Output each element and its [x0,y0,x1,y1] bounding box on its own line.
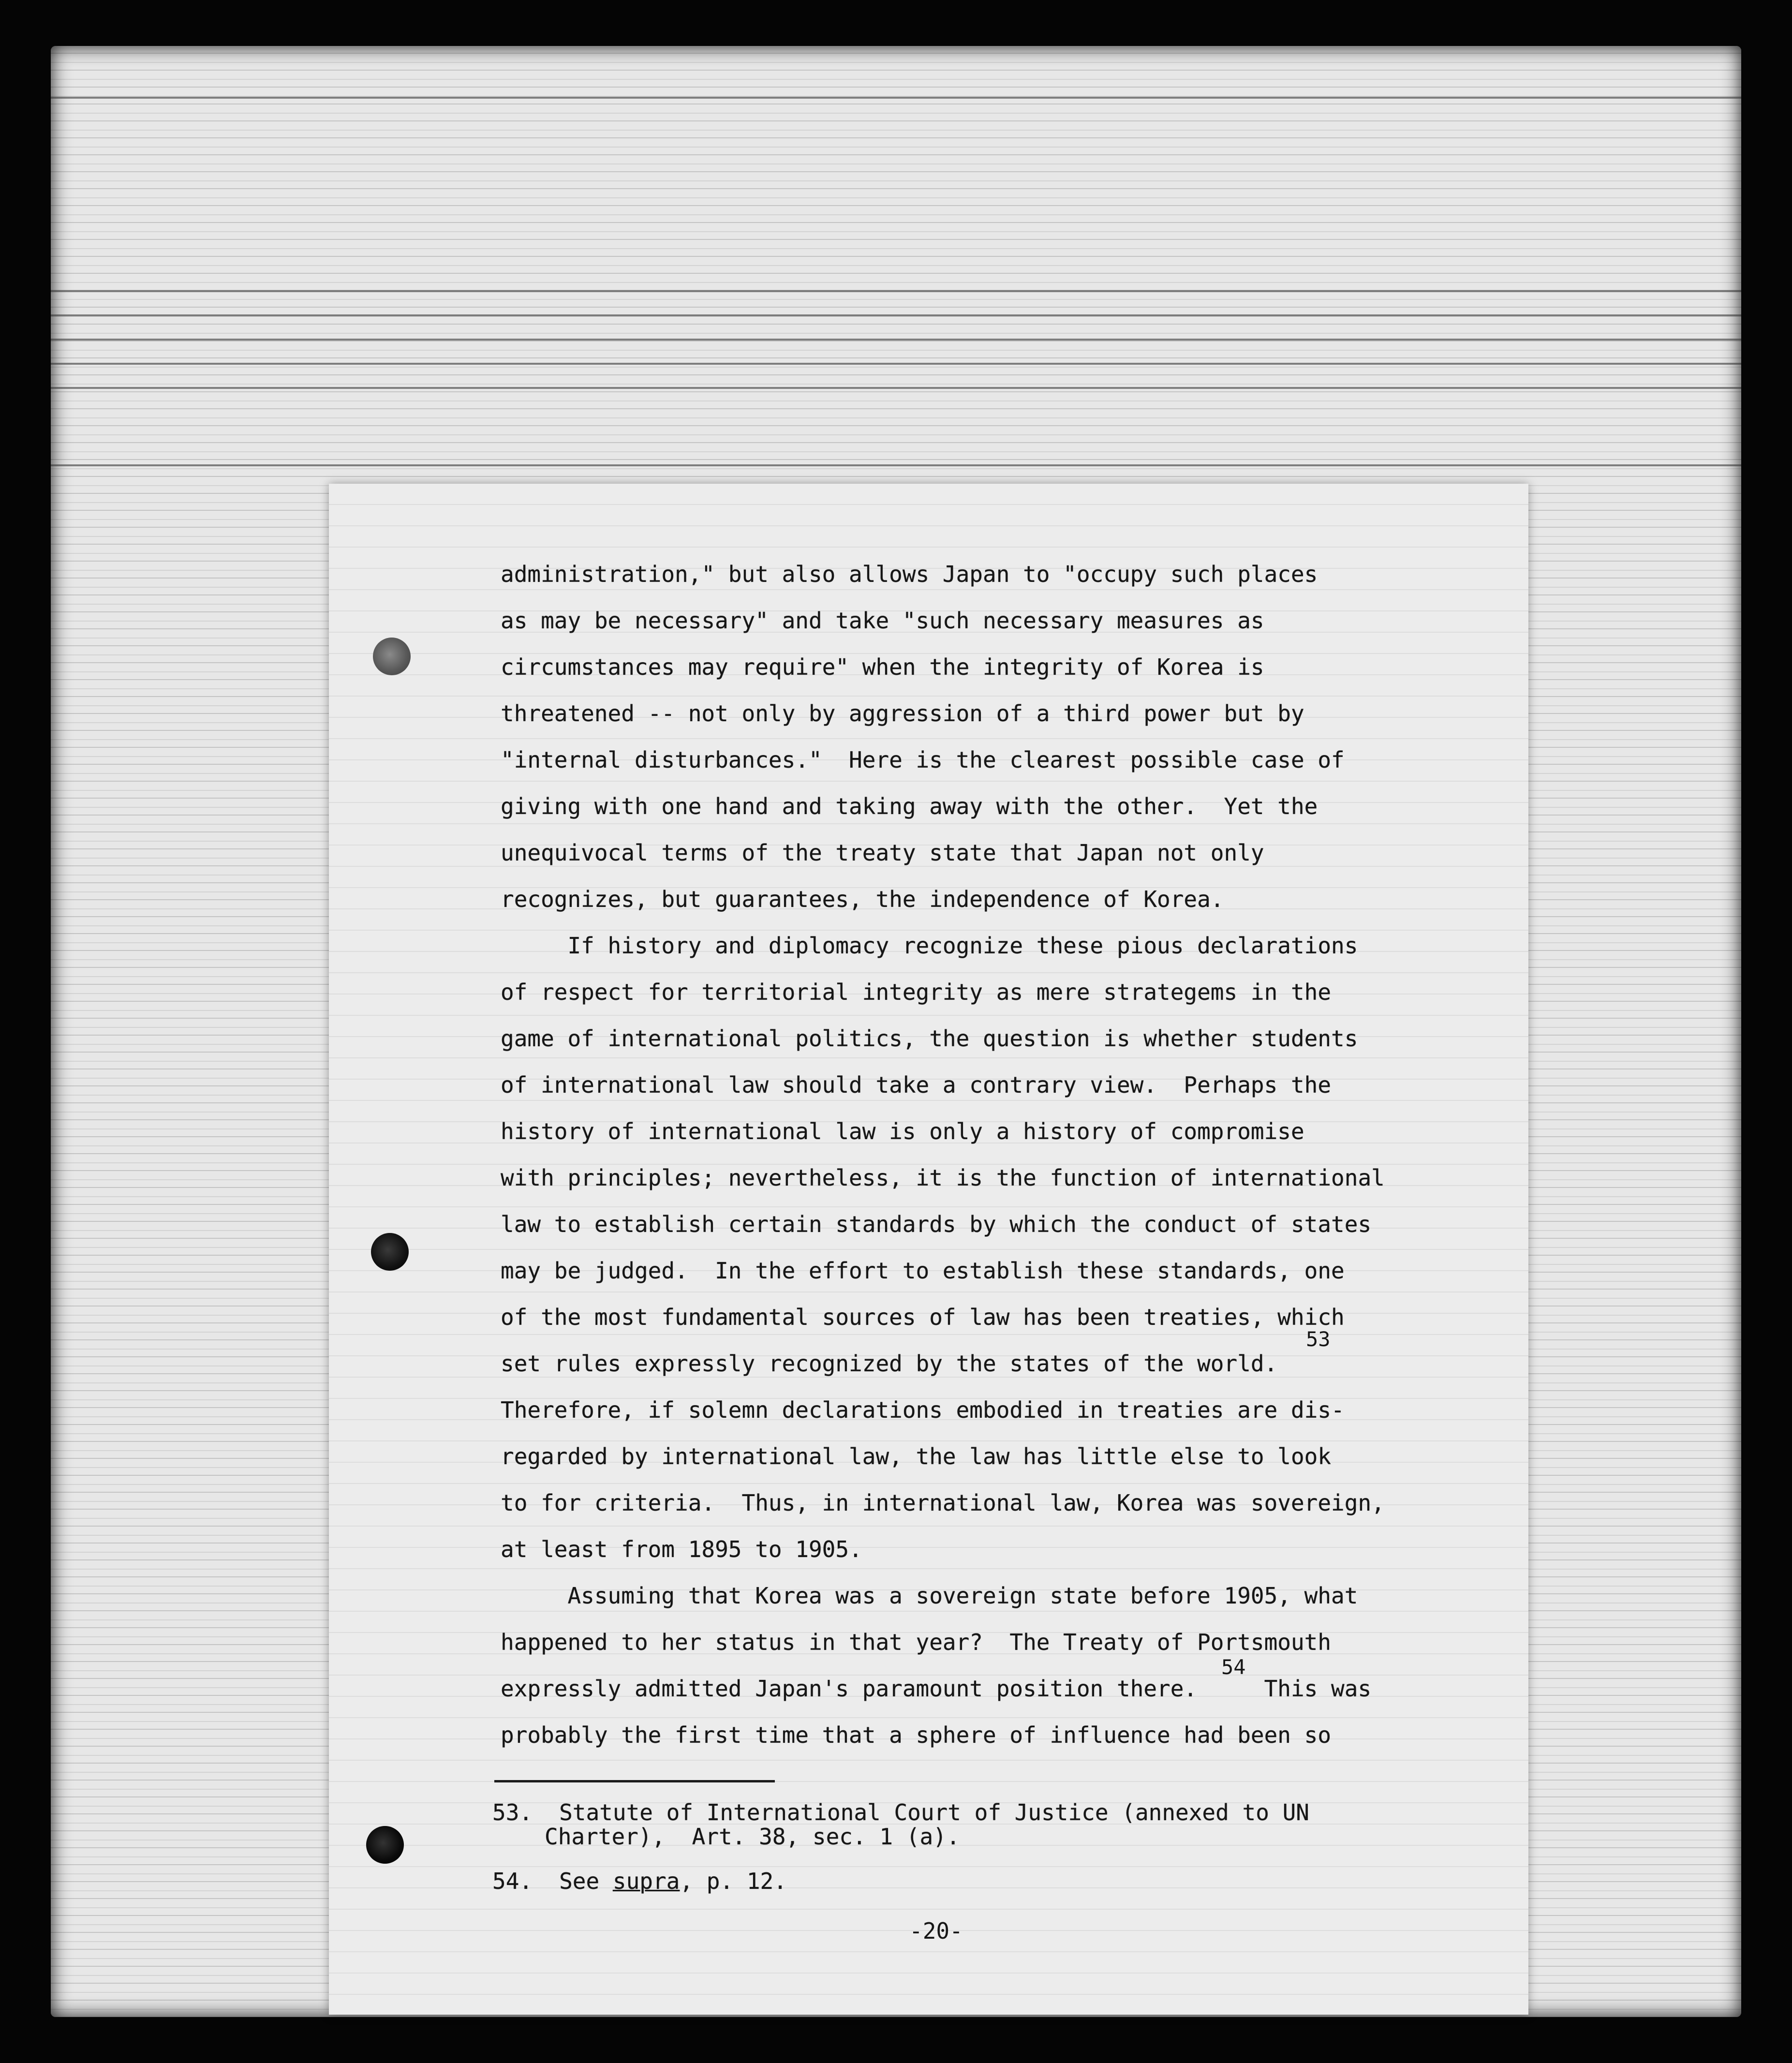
text-line: of respect for territorial integrity as mere strategems in the [501,979,1332,1005]
text-line: to for criteria. Thus, in international law, Korea was sovereign, [501,1490,1385,1516]
text-line: threatened -- not only by aggression of a third power but by [501,700,1304,727]
text-line: may be judged. In the effort to establish these standards, one [501,1258,1345,1284]
text-line: happened to her status in that year? The Treaty of Portsmouth [501,1629,1332,1655]
footnote-supra: supra [612,1868,680,1894]
text-line: set rules expressly recognized by the states of the world. [501,1351,1278,1377]
punch-hole [371,1233,409,1271]
text-line: as may be necessary" and take "such necessary measures as [501,608,1264,634]
footnote-rule [494,1780,775,1782]
text-line: regarded by international law, the law has little else to look [501,1443,1332,1469]
text-line: of the most fundamental sources of law has been treaties, which [501,1304,1345,1330]
sheet-rule [51,314,1741,316]
footnote-53 [492,1799,1309,1826]
text-line: circumstances may require" when the integrity of Korea is [501,654,1264,680]
footnote-number: 54. [492,1868,533,1894]
text-line: recognizes, but guarantees, the independence of Korea. [501,886,1224,912]
footnote-text: Charter), Art. 38, sec. 1 (a). [545,1824,960,1850]
text-line: "internal disturbances." Here is the clearest possible case of [501,747,1345,773]
punch-hole [373,638,411,675]
text-line: history of international law is only a history of compromise [501,1118,1304,1144]
text-line: unequivocal terms of the treaty state that Japan not only [501,840,1264,866]
text-line: Assuming that Korea was a sovereign state before 1905, what [501,1583,1358,1609]
text-line: expressly admitted Japan's paramount position there. This was [501,1676,1372,1702]
footnote-53-continued [506,1824,960,1850]
text-line: law to establish certain standards by which the conduct of states [501,1211,1372,1237]
footnote-text: See [559,1868,613,1894]
text-line: probably the first time that a sphere of influence had been so [501,1722,1332,1748]
footnote-54 [492,1868,787,1894]
sheet-rule [51,387,1741,389]
sheet-rule [51,464,1741,466]
sheet-rule [51,97,1741,99]
text-line: game of international politics, the question is whether students [501,1025,1358,1052]
punch-hole [366,1826,404,1864]
page-number: -20- [909,1918,963,1944]
footnote-ref-53: 53 [1306,1327,1331,1351]
text-line: administration," but also allows Japan to "occupy such places [501,561,1318,587]
text-line: of international law should take a contrary view. Perhaps the [501,1072,1332,1098]
text-line: If history and diplomacy recognize these pious declarations [501,933,1358,959]
sheet-rule [51,290,1741,292]
text-line: with principles; nevertheless, it is the function of international [501,1165,1385,1191]
text-line: at least from 1895 to 1905. [501,1536,862,1562]
footnote-ref-54: 54 [1221,1655,1246,1679]
text-line: giving with one hand and taking away with the other. Yet the [501,793,1318,819]
footnote-number: 53. [492,1799,533,1826]
footnote-text: , p. 12. [680,1868,787,1894]
sheet-rule [51,339,1741,341]
sheet-rule [51,363,1741,365]
text-line: Therefore, if solemn declarations embodied in treaties are dis- [501,1397,1345,1423]
footnote-text: Statute of International Court of Justice (annexed to UN [559,1799,1309,1826]
